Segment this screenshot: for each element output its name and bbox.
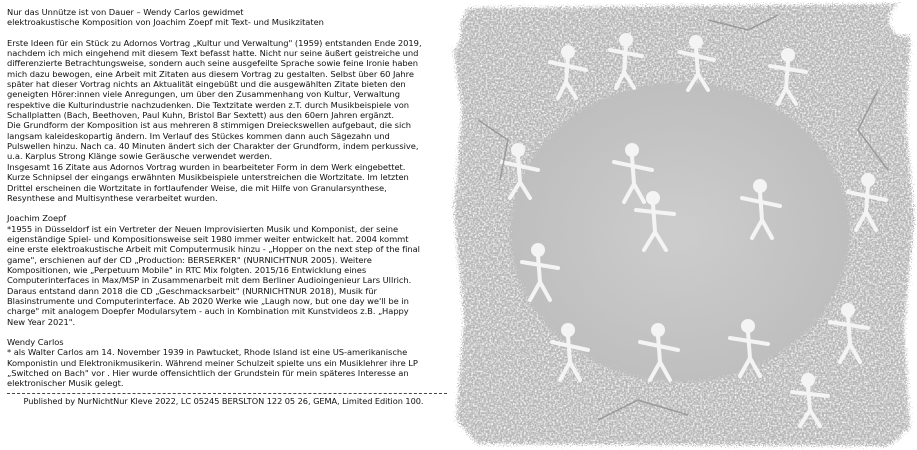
rock-centre — [510, 82, 850, 382]
zoepf-heading: Joachim Zoepf — [7, 213, 67, 224]
subtitle-line: elektroakustische Komposition von Joachim Zoepf mit Text- und Musikzitaten — [7, 17, 324, 28]
title-line: Nur das Unnütze ist von Dauer – Wendy Carlos gewidmet — [7, 7, 244, 17]
intro-paragraph: Erste Ideen für ein Stück zu Adornos Vortrag „Kultur und Verwaltung" (1959) entstanden Ende 2019, nachdem ich mich eingehend mit diesem Text befasst hatte. Nicht nur seine äußert geistreiche und differenzierte Betrachtungsweise, sondern auch seine ausgefeilte Sprache sowie feine Ironie haben mich dazu bewogen, eine Arbeit mit Zitaten aus diesem Vortrag zu gestalten. Selbst über 60 Jahre später hat dieser Vortrag nichts an Aktualität eingebüßt und die ausgewählten Zitate bieten den geneigten Hörer:innen viele Anregungen, um über den Zusammenhang von Kultur, Verwaltung respektive die Kulturindustrie nachzudenken. Die Textzitate werden z.T. durch Musikbeispiele von Schallplatten (Bach, Beethoven, Paul Kuhn, Bristol Bar Sextett) aus den 60ern Jahren ergänzt. Die Grundform der Komposition ist aus mehreren 8 stimmigen Dreieckswellen aufgebaut, die sich langsam kaleideskopartig ändern. Im Verlauf des Stückes kommen dann auch Sägezahn und Pulswellen hinzu. Nach ca. 40 Minuten ändert sich der Charakter der Grundform, indem perkussive, u.a. Karplus Strong Klänge sowie Geräusche verwendet werden. Insgesamt 16 Zitate aus Adornos Vortrag wurden in bearbeiteter Form in dem Werk eingebettet. Kurze Schnipsel der eingangs erwähnten Musikbeispiele unterstreichen die Wortzitate. Im letzten Drittel erscheinen die Wortzitate in fortlaufender Weise, die mit Hilfe von Granularsynthese, Resynthese and Multisynthese verarbeitet wurden. — [7, 37, 422, 203]
publisher-footer: Published by NurNichtNur Kleve 2022, LC 05245 BERSLTON 122 05 26, GEMA, Limited Edition 100. — [23, 395, 424, 406]
petroglyph-artwork — [448, 0, 917, 450]
liner-notes-text — [0, 0, 448, 450]
rock-art-image — [448, 0, 917, 450]
carlos-heading: Wendy Carlos — [7, 336, 64, 347]
zoepf-bio: *1955 in Düsseldorf ist ein Vertreter der Neuen Improvisierten Musik und Komponist, der seine eigenständige Spiel- und Kompositionsweise seit 1980 immer weiter entwickelt hat. 2004 kommt eine erste elektroakustische Arbeit mit Computermusik hinzu - „Hopper on the next step of the final game", erschienen auf der CD „Production: BERSERKER" (NURNICHTNUR 2005). Weitere Kompositionen, wie „Perpetuum Mobile" in RTC Mix folgten. 2015/16 Entwicklung eines Computerinterfaces in Max/MSP in Zusammenarbeit mit dem Berliner Audioingenieur Lars Ullrich. Daraus entstand dann 2018 die CD „Geschmacksarbeit" (NURNICHTNUR 2018), Musik für Blasinstrumente und Computerinterface. Ab 2020 Werke wie „Laugh now, but one day we'll be in charge" mit analogem Doepfer Modularsytem - auch in Kombination mit Kunstvideos z.B. „Happy New Year 2021". — [7, 223, 420, 327]
carlos-bio: * als Walter Carlos am 14. November 1939 in Pawtucket, Rhode Island ist eine US-amerikanische Komponistin und Elektronikmusikerin. Während meiner Schulzeit spielte uns ein Musiklehrer ihre LP „Switched on Bach" vor . Hier wurde offensichtlich der Grundstein für mein späteres Interesse an elektronischer Musik gelegt. — [7, 347, 418, 389]
dashed-divider — [7, 393, 447, 394]
